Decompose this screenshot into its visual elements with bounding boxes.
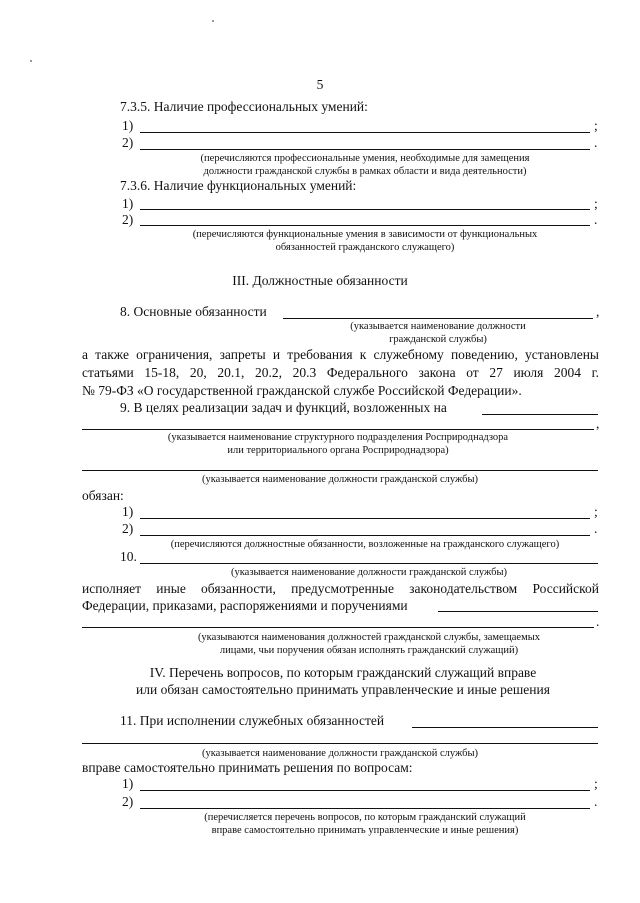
field-hint: должности гражданской службы в рамках области и вида деятельности)	[203, 166, 527, 177]
item-number: 1)	[122, 776, 134, 791]
item-number: 2)	[122, 794, 134, 809]
fill-line[interactable]	[438, 611, 598, 612]
section-3-heading: III. Должностные обязанности	[232, 273, 408, 288]
field-hint: (указывается наименование структурного подразделения Росприроднадзора	[167, 432, 509, 443]
fill-line[interactable]	[82, 743, 598, 744]
fill-line[interactable]	[482, 414, 598, 415]
line-end-mark: ;	[594, 196, 598, 211]
line-end-mark: ,	[596, 416, 600, 431]
scan-speck	[30, 60, 32, 62]
item-number: 1)	[122, 504, 134, 519]
fill-line[interactable]	[140, 790, 590, 791]
tasks-label: 9. В целях реализации задач и функций, возложенных на	[120, 400, 447, 415]
field-hint: (указывается наименование должности	[350, 321, 526, 332]
fill-line[interactable]	[412, 727, 598, 728]
field-hint: вправе самостоятельно принимать управленческие и иные решения)	[211, 825, 519, 836]
field-hint: (указывается наименование должности гражданской службы)	[201, 748, 478, 759]
line-end-mark: ;	[594, 118, 598, 133]
field-hint: обязанностей гражданского служащего)	[275, 242, 455, 253]
fill-line[interactable]	[140, 535, 590, 536]
decisions-label: 11. При исполнении служебных обязанностей	[120, 713, 385, 728]
body-text: а также ограничения, запреты и требования к служебному поведению, установлены	[82, 347, 599, 362]
field-hint: лицами, чьи поручения обязан исполнять гражданский служащий)	[219, 645, 519, 656]
item-10-label: 10.	[120, 549, 137, 564]
field-hint: (перечисляются функциональные умения в зависимости от функциональных	[192, 229, 538, 240]
fill-line[interactable]	[140, 808, 590, 809]
fill-line[interactable]	[140, 132, 590, 133]
page-number: 5	[316, 77, 324, 92]
line-end-mark: .	[594, 794, 598, 809]
field-hint: (перечисляется перечень вопросов, по которым гражданский служащий	[204, 812, 526, 823]
field-hint: (перечисляются должностные обязанности, возложенные на гражданского служащего)	[170, 539, 560, 550]
line-end-mark: .	[594, 212, 598, 227]
field-hint: (перечисляются профессиональные умения, необходимые для замещения	[200, 153, 530, 164]
item-number: 2)	[122, 212, 134, 227]
fill-line[interactable]	[140, 563, 598, 564]
fill-line[interactable]	[82, 627, 594, 628]
section-4-heading-line1: IV. Перечень вопросов, по которым гражданский служащий вправе	[149, 665, 537, 680]
line-end-mark: .	[594, 521, 598, 536]
line-end-mark: .	[594, 135, 598, 150]
section-736-title: 7.3.6. Наличие функциональных умений:	[120, 178, 357, 193]
line-end-mark: .	[596, 614, 600, 629]
fill-line[interactable]	[140, 518, 590, 519]
line-end-mark: ,	[596, 304, 600, 319]
field-hint: (указываются наименования должностей гражданской службы, замещаемых	[197, 632, 541, 643]
field-hint: гражданской службы)	[389, 334, 487, 345]
field-hint: (указывается наименование должности гражданской службы)	[201, 474, 478, 485]
line-end-mark: ;	[594, 504, 598, 519]
item-number: 1)	[122, 118, 134, 133]
item-number: 2)	[122, 135, 134, 150]
body-text: исполняет иные обязанности, предусмотренные законодательством Российской	[82, 581, 599, 596]
fill-line[interactable]	[82, 429, 594, 430]
item-number: 2)	[122, 521, 134, 536]
line-end-mark: ;	[594, 776, 598, 791]
scan-speck	[212, 20, 214, 22]
fill-line[interactable]	[140, 225, 590, 226]
section-735-title: 7.3.5. Наличие профессиональных умений:	[120, 99, 368, 114]
fill-line[interactable]	[82, 470, 598, 471]
field-hint: (указывается наименование должности гражданской службы)	[230, 567, 507, 578]
item-number: 1)	[122, 196, 134, 211]
fill-line[interactable]	[283, 318, 593, 319]
field-hint: или территориального органа Росприроднадзора)	[227, 445, 449, 456]
body-text: статьями 15-18, 20, 20.1, 20.2, 20.3 Федерального закона от 27 июля 2004 г.	[82, 365, 599, 380]
fill-line[interactable]	[140, 149, 590, 150]
duties-label: 8. Основные обязанности	[120, 304, 267, 319]
obliged-label: обязан:	[82, 488, 124, 503]
body-text: Федерации, приказами, распоряжениями и поручениями	[82, 598, 408, 613]
fill-line[interactable]	[140, 209, 590, 210]
section-4-heading-line2: или обязан самостоятельно принимать управленческие и иные решения	[136, 682, 550, 697]
body-text: вправе самостоятельно принимать решения по вопросам:	[82, 760, 413, 775]
body-text: № 79-ФЗ «О государственной гражданской службе Российской Федерации».	[82, 383, 522, 398]
